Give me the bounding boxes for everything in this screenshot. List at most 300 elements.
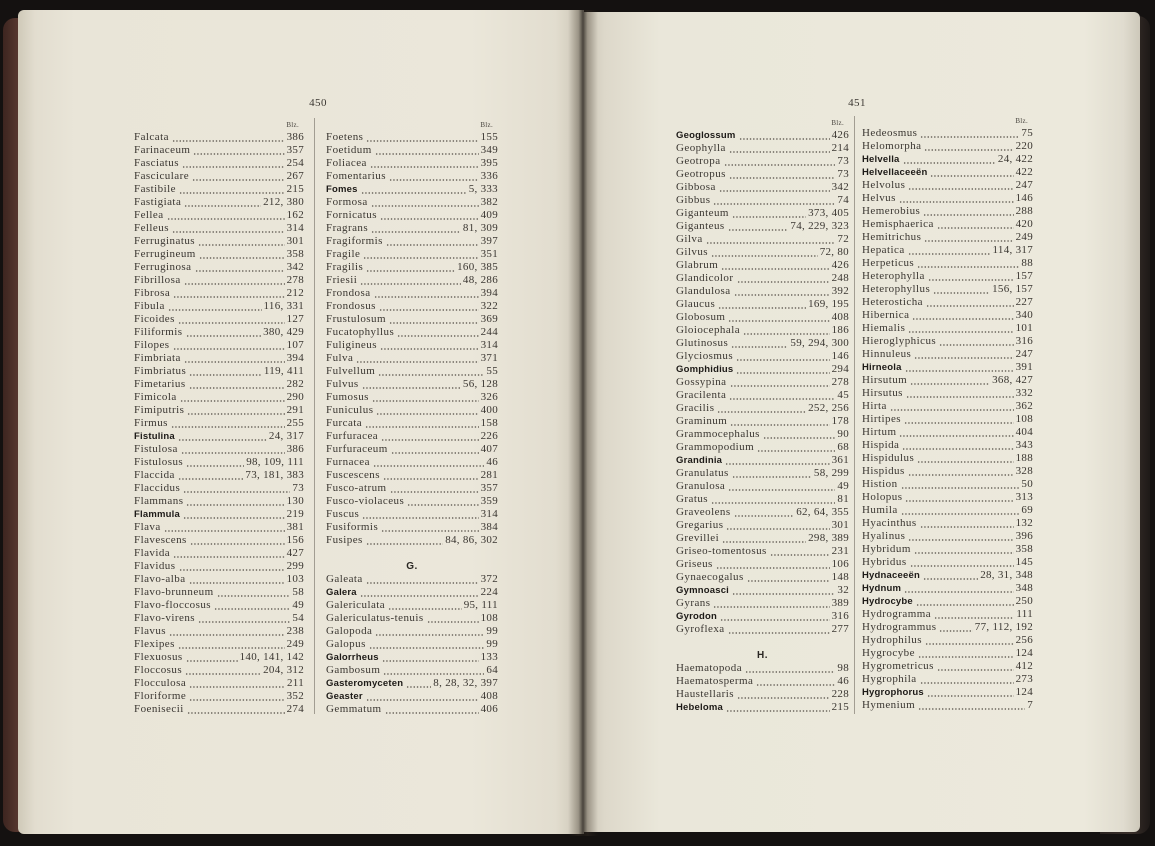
index-entry: [326, 482, 498, 495]
dot-leader: [910, 556, 1014, 569]
dot-leader: [183, 508, 285, 521]
entry-page-refs: 299: [286, 560, 304, 572]
entry-page-refs: 160, 385: [457, 261, 498, 273]
entry-name: Heterophylla: [862, 270, 925, 282]
entry-name: Foetidum: [326, 144, 372, 156]
entry-page-refs: 282: [286, 378, 304, 390]
entry-name: Hygrometricus: [862, 660, 934, 672]
entry-page-refs: 395: [480, 157, 498, 169]
dot-leader: [933, 283, 990, 296]
index-entry: [326, 261, 498, 274]
entry-page-refs: 28, 31, 348: [980, 569, 1033, 581]
entry-page-refs: 24, 317: [268, 430, 304, 442]
dot-leader: [172, 222, 285, 235]
index-entry: [134, 339, 304, 352]
index-entry: [134, 560, 304, 573]
entry-name: Gilvus: [676, 246, 709, 258]
entry-page-refs: 371: [480, 352, 498, 364]
index-entry: [326, 456, 498, 469]
entry-name: Fimicola: [134, 391, 177, 403]
index-entry: [134, 599, 304, 612]
dot-leader: [937, 218, 1014, 231]
index-entry: [134, 157, 304, 170]
index-entry: [676, 272, 849, 285]
entry-name: Gloiocephala: [676, 324, 741, 336]
dot-leader: [926, 296, 1014, 309]
index-entry: [676, 545, 849, 558]
dot-leader: [365, 417, 478, 430]
entry-name: Hygrophila: [862, 673, 917, 685]
entry-page-refs: 277: [831, 623, 849, 635]
entry-page-refs: 59, 294, 300: [790, 337, 849, 349]
entry-page-refs: 5, 333: [468, 183, 498, 195]
dot-leader: [908, 465, 1014, 478]
entry-name: Flavo-floccosus: [134, 599, 212, 611]
entry-page-refs: 101: [1015, 322, 1033, 334]
dot-leader: [199, 248, 285, 261]
entry-name: Holopus: [862, 491, 903, 503]
entry-name: Gemmatum: [326, 703, 382, 715]
index-entry: [676, 311, 849, 324]
entry-page-refs: 426: [831, 259, 849, 271]
entry-name: Hydrocybe: [862, 596, 913, 607]
dot-leader: [736, 363, 829, 376]
entry-name: Geophylla: [676, 142, 726, 154]
index-entry: [676, 519, 849, 532]
index-column: [326, 119, 498, 716]
entry-name: Grandinia: [676, 455, 723, 466]
entry-page-refs: 227: [1015, 296, 1033, 308]
dot-leader: [184, 274, 285, 287]
dot-leader: [905, 361, 1014, 374]
entry-name: Hymenium: [862, 699, 916, 711]
entry-name: Heterophyllus: [862, 283, 931, 295]
entry-name: Glandicolor: [676, 272, 734, 284]
entry-name: Flaccidus: [134, 482, 181, 494]
index-entry: [676, 129, 849, 142]
entry-name: Flavo-alba: [134, 573, 186, 585]
column-header-blz: Blz.: [480, 121, 493, 129]
entry-name: Gibbus: [676, 194, 711, 206]
entry-name: Falcata: [134, 131, 169, 143]
index-entry: [862, 530, 1033, 543]
index-entry: [326, 495, 498, 508]
index-entry: [676, 181, 849, 194]
entry-page-refs: 73: [292, 482, 304, 494]
dot-leader: [169, 625, 285, 638]
index-entry: [326, 599, 498, 612]
index-entry: [676, 402, 849, 415]
entry-page-refs: 252, 256: [808, 402, 849, 414]
dot-leader: [737, 688, 830, 701]
entry-name: Galericulata: [326, 599, 386, 611]
entry-page-refs: 391: [1015, 361, 1033, 373]
dot-leader: [904, 413, 1014, 426]
entry-name: Fulva: [326, 352, 354, 364]
entry-page-refs: 291: [286, 404, 304, 416]
dot-leader: [928, 270, 1014, 283]
entry-page-refs: 314: [286, 222, 304, 234]
entry-page-refs: 357: [286, 144, 304, 156]
entry-name: Fimbriatus: [134, 365, 187, 377]
index-entry: [134, 261, 304, 274]
index-entry: [134, 417, 304, 430]
entry-name: Griseo-tomentosus: [676, 545, 767, 557]
entry-page-refs: 326: [480, 391, 498, 403]
dot-leader: [927, 686, 1014, 699]
entry-name: Flaccida: [134, 469, 175, 481]
index-entry: [326, 508, 498, 521]
entry-page-refs: 219: [286, 508, 304, 520]
dot-leader: [720, 610, 830, 623]
dot-leader: [726, 701, 830, 714]
index-entry: [862, 231, 1033, 244]
dot-leader: [386, 235, 479, 248]
entry-name: Flavida: [134, 547, 171, 559]
index-entry: [862, 309, 1033, 322]
index-entry: [134, 534, 304, 547]
entry-name: Galeata: [326, 573, 363, 585]
entry-name: Hybridus: [862, 556, 907, 568]
entry-name: Hygrocybe: [862, 647, 915, 659]
entry-name: Flavo-brunneum: [134, 586, 214, 598]
entry-name: Helvellaceeën: [862, 167, 928, 178]
dot-leader: [178, 430, 267, 443]
entry-name: Hispidus: [862, 465, 905, 477]
index-entry: [862, 517, 1033, 530]
entry-page-refs: 231: [831, 545, 849, 557]
entry-page-refs: 298, 389: [808, 532, 849, 544]
dot-leader: [186, 495, 284, 508]
dot-leader: [195, 261, 285, 274]
entry-page-refs: 249: [286, 638, 304, 650]
index-entry: [134, 482, 304, 495]
entry-name: Flammans: [134, 495, 184, 507]
index-entry: [862, 504, 1033, 517]
entry-name: Floriforme: [134, 690, 187, 702]
entry-page-refs: 45: [837, 389, 849, 401]
index-entry: [326, 248, 498, 261]
entry-page-refs: 420: [1015, 218, 1033, 230]
dot-leader: [930, 166, 1013, 179]
index-entry: [134, 144, 304, 157]
entry-name: Foliacea: [326, 157, 367, 169]
letter-heading: H.: [757, 650, 768, 661]
entry-name: Farinaceum: [134, 144, 191, 156]
dot-leader: [366, 690, 479, 703]
dot-leader: [724, 155, 836, 168]
dot-leader: [427, 612, 479, 625]
entry-page-refs: 422: [1015, 166, 1033, 178]
entry-page-refs: 342: [831, 181, 849, 193]
entry-page-refs: 340: [1015, 309, 1033, 321]
dot-leader: [910, 374, 990, 387]
entry-page-refs: 357: [480, 482, 498, 494]
dot-leader: [362, 378, 461, 391]
entry-name: Gracilenta: [676, 389, 727, 401]
entry-page-refs: 256: [1015, 634, 1033, 646]
index-entry: [676, 480, 849, 493]
dot-leader: [375, 144, 479, 157]
entry-page-refs: 249: [1015, 231, 1033, 243]
entry-name: Hirsutum: [862, 374, 908, 386]
dot-leader: [901, 504, 1020, 517]
dot-leader: [171, 417, 285, 430]
index-column: [134, 119, 304, 716]
entry-name: Heterosticha: [862, 296, 923, 308]
entry-page-refs: 158: [480, 417, 498, 429]
dot-leader: [739, 129, 830, 142]
entry-page-refs: 386: [286, 131, 304, 143]
entry-name: Fibrosa: [134, 287, 171, 299]
entry-name: Gregarius: [676, 519, 724, 531]
index-entry: [326, 417, 498, 430]
entry-page-refs: 178: [831, 415, 849, 427]
index-entry: [862, 257, 1033, 270]
entry-page-refs: 404: [1015, 426, 1033, 438]
entry-name: Fusco-atrum: [326, 482, 387, 494]
entry-name: Gambosum: [326, 664, 381, 676]
dot-leader: [167, 209, 285, 222]
entry-page-refs: 58: [292, 586, 304, 598]
dot-leader: [361, 183, 467, 196]
column-header-blz: Blz.: [286, 121, 299, 129]
dot-leader: [180, 391, 285, 404]
entry-name: Hydrophilus: [862, 634, 922, 646]
dot-leader: [902, 439, 1013, 452]
index-entry: [676, 207, 849, 220]
entry-name: Fragilis: [326, 261, 364, 273]
index-entry: [676, 571, 849, 584]
entry-page-refs: 72, 80: [819, 246, 849, 258]
dot-leader: [737, 272, 830, 285]
index-entry: [676, 610, 849, 623]
entry-name: Fornicatus: [326, 209, 377, 221]
index-entry: [862, 582, 1033, 595]
entry-name: Ferruginatus: [134, 235, 196, 247]
entry-name: Furfuraceum: [326, 443, 388, 455]
column-divider: [314, 118, 315, 714]
index-entry: [676, 623, 849, 636]
index-entry: [862, 543, 1033, 556]
entry-name: Flavescens: [134, 534, 187, 546]
entry-page-refs: 56, 128: [462, 378, 498, 390]
index-entry: [326, 430, 498, 443]
entry-page-refs: 386: [286, 443, 304, 455]
dot-leader: [189, 690, 284, 703]
dot-leader: [187, 404, 284, 417]
index-entry: [134, 573, 304, 586]
dot-leader: [903, 153, 996, 166]
index-entry: [134, 690, 304, 703]
index-entry: [862, 595, 1033, 608]
entry-name: Foetens: [326, 131, 364, 143]
entry-page-refs: 408: [831, 311, 849, 323]
entry-name: Fasciculare: [134, 170, 190, 182]
entry-page-refs: 162: [286, 209, 304, 221]
entry-page-refs: 73, 181, 383: [245, 469, 304, 481]
entry-name: Gibbosa: [676, 181, 716, 193]
dot-leader: [189, 378, 285, 391]
entry-name: Hieroglyphicus: [862, 335, 937, 347]
index-entry: [676, 506, 849, 519]
entry-page-refs: 238: [286, 625, 304, 637]
dot-leader: [371, 196, 479, 209]
entry-name: Hyalinus: [862, 530, 906, 542]
index-entry: [676, 363, 849, 376]
entry-name: Hirtum: [862, 426, 897, 438]
dot-leader: [730, 415, 829, 428]
entry-name: Flava: [134, 521, 161, 533]
index-entry: [862, 244, 1033, 257]
index-entry: [134, 326, 304, 339]
letter-heading: G.: [406, 561, 418, 572]
dot-leader: [923, 569, 978, 582]
dot-leader: [899, 426, 1013, 439]
entry-name: Ficoides: [134, 313, 175, 325]
index-entry: [862, 153, 1033, 166]
index-entry: [134, 352, 304, 365]
index-entry: [862, 270, 1033, 283]
dot-leader: [908, 530, 1013, 543]
entry-page-refs: 328: [1015, 465, 1033, 477]
entry-page-refs: 369: [480, 313, 498, 325]
entry-name: Glandulosa: [676, 285, 731, 297]
index-entry: [676, 168, 849, 181]
dot-leader: [178, 313, 285, 326]
entry-name: Hispidulus: [862, 452, 915, 464]
index-entry: [676, 558, 849, 571]
index-entry: [326, 170, 498, 183]
entry-page-refs: 204, 312: [263, 664, 304, 676]
entry-name: Ferrugineum: [134, 248, 196, 260]
page-number: 450: [309, 97, 327, 109]
index-entry: [326, 313, 498, 326]
entry-name: Hiemalis: [862, 322, 906, 334]
entry-page-refs: 244: [480, 326, 498, 338]
index-entry: [862, 439, 1033, 452]
dot-leader: [937, 660, 1014, 673]
dot-leader: [190, 534, 285, 547]
entry-page-refs: 49: [837, 480, 849, 492]
entry-page-refs: 62, 64, 355: [796, 506, 849, 518]
index-entry: [676, 675, 849, 688]
index-entry: [134, 365, 304, 378]
entry-name: Hepatica: [862, 244, 905, 256]
index-entry: [326, 664, 498, 677]
entry-name: Furfuracea: [326, 430, 379, 442]
entry-page-refs: 288: [1015, 205, 1033, 217]
dot-leader: [397, 326, 478, 339]
dot-leader: [743, 324, 830, 337]
entry-name: Frondosus: [326, 300, 376, 312]
entry-name: Galorrheus: [326, 652, 379, 663]
entry-name: Flavidus: [134, 560, 176, 572]
index-entry: [676, 701, 849, 714]
dot-leader: [920, 127, 1019, 140]
entry-page-refs: 106: [831, 558, 849, 570]
index-entry: [676, 298, 849, 311]
entry-name: Granulosa: [676, 480, 726, 492]
index-entry: [326, 131, 498, 144]
entry-name: Gymnoasci: [676, 585, 730, 596]
entry-page-refs: 72: [837, 233, 849, 245]
entry-page-refs: 124: [1015, 647, 1033, 659]
dot-leader: [890, 400, 1014, 413]
dot-leader: [711, 493, 835, 506]
entry-name: Glyciosmus: [676, 350, 734, 362]
entry-page-refs: 322: [480, 300, 498, 312]
index-entry: [326, 287, 498, 300]
entry-name: Grammocephalus: [676, 428, 760, 440]
dot-leader: [728, 311, 829, 324]
dot-leader: [923, 205, 1013, 218]
entry-page-refs: 156, 157: [992, 283, 1033, 295]
index-entry: [676, 142, 849, 155]
entry-page-refs: 254: [286, 157, 304, 169]
entry-page-refs: 397: [480, 235, 498, 247]
index-entry: [676, 220, 849, 233]
entry-page-refs: 99: [486, 625, 498, 637]
entry-name: Fellea: [134, 209, 164, 221]
entry-page-refs: 77, 112, 192: [974, 621, 1033, 633]
index-entry: [134, 404, 304, 417]
index-entry: [134, 300, 304, 313]
dot-leader: [380, 339, 479, 352]
index-entry: [134, 547, 304, 560]
dot-leader: [366, 131, 478, 144]
entry-name: Hemitrichus: [862, 231, 922, 243]
dot-leader: [388, 599, 462, 612]
entry-page-refs: 368, 427: [992, 374, 1033, 386]
dot-leader: [917, 452, 1013, 465]
dot-leader: [906, 387, 1014, 400]
entry-page-refs: 294: [831, 363, 849, 375]
dot-leader: [734, 506, 795, 519]
entry-name: Hybridum: [862, 543, 911, 555]
index-entry: [134, 521, 304, 534]
index-entry: [134, 430, 304, 443]
entry-name: Hydnaceeën: [862, 570, 920, 581]
entry-page-refs: 48, 286: [462, 274, 498, 286]
index-entry: [134, 651, 304, 664]
index-entry: [862, 647, 1033, 660]
entry-page-refs: 427: [286, 547, 304, 559]
dot-leader: [181, 443, 285, 456]
index-entry: [862, 218, 1033, 231]
dot-leader: [389, 170, 479, 183]
dot-leader: [745, 662, 835, 675]
dot-leader: [763, 428, 836, 441]
index-entry: [134, 235, 304, 248]
dot-leader: [904, 582, 1013, 595]
dot-leader: [168, 300, 262, 313]
index-entry: [326, 209, 498, 222]
index-entry: [326, 157, 498, 170]
dot-leader: [711, 246, 818, 259]
index-entry: [862, 608, 1033, 621]
entry-name: Gilva: [676, 233, 703, 245]
entry-page-refs: 278: [286, 274, 304, 286]
index-entry: [326, 625, 498, 638]
entry-name: Gyroflexa: [676, 623, 725, 635]
entry-name: Gyrans: [676, 597, 711, 609]
index-entry: [862, 673, 1033, 686]
entry-page-refs: 343: [1015, 439, 1033, 451]
entry-page-refs: 426: [831, 129, 849, 141]
dot-leader: [360, 274, 461, 287]
entry-page-refs: 127: [286, 313, 304, 325]
